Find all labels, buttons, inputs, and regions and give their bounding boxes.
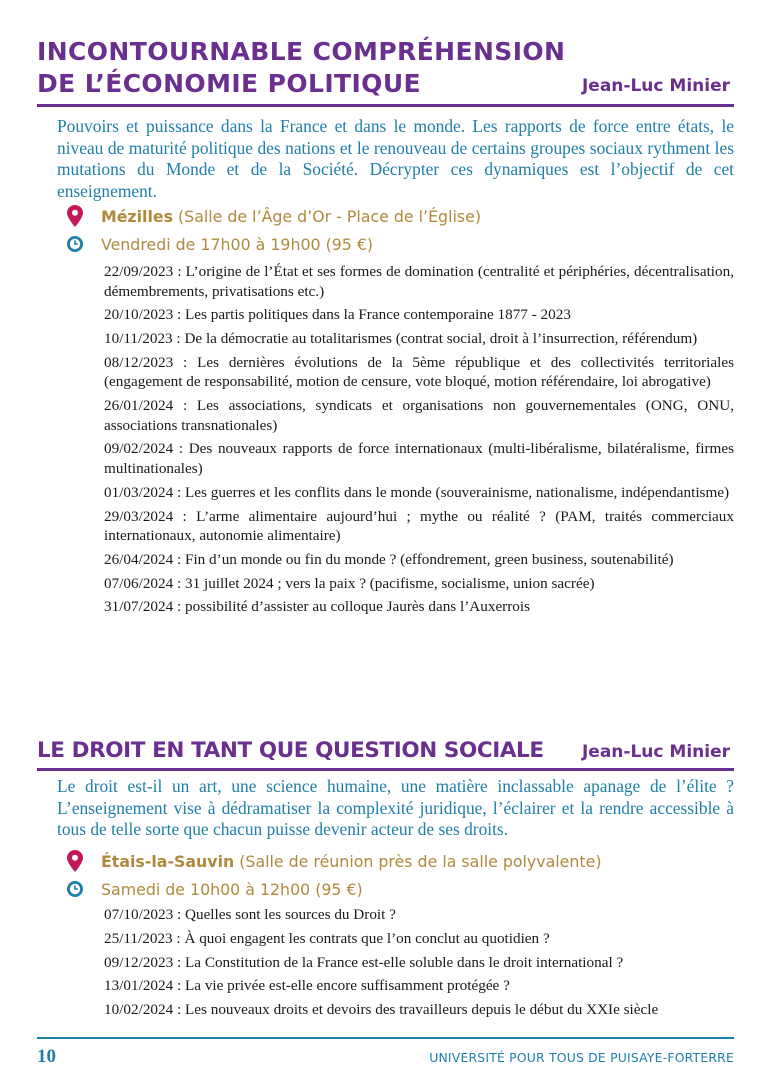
title-divider [37, 104, 734, 107]
course-title-line2: DE L’ÉCONOMIE POLITIQUE [37, 69, 422, 98]
session-item: 25/11/2023 : À quoi engagent les contrats que l’on conclut au quotidien ? [104, 929, 550, 947]
course-location [101, 850, 602, 874]
session-item: 09/02/2024 : Des nouveaux rapports de force internationaux (multi-libéralisme, bilatéralisme, firmes multinationales) [104, 440, 734, 477]
session-item: 31/07/2024 : possibilité d’assister au colloque Jaurès dans l’Auxerrois [104, 598, 531, 616]
course-author: Jean-Luc Minier [581, 76, 730, 96]
clock-icon [67, 236, 83, 252]
session-item: 29/03/2024 : L’arme alimentaire aujourd’hui ; mythe ou réalité ? (PAM, traités commerciaux internationaux, autonomie alimentaire) [104, 507, 734, 545]
session-item: 08/12/2023 : Les dernières évolutions de la 5ème république et des collectivités territoriales (engagement de responsabilité, motion de censure, vote bloqué, motion référendaire, loi abrogative) [104, 353, 734, 391]
session-item: 26/01/2024 : Les associations, syndicats et organisations non gouvernementales (ONG, ONU, associations transnationales) [104, 397, 734, 434]
location-venue: (Salle de l’Âge d’Or - Place de l’Église) [173, 207, 481, 226]
location-venue: (Salle de réunion près de la salle polyvalente) [234, 852, 602, 871]
session-item: 07/06/2024 : 31 juillet 2024 ; vers la paix ? (pacifisme, socialisme, union sacrée) [104, 574, 595, 592]
session-item: 01/03/2024 : Les guerres et les conflits dans le monde (souverainisme, nationalisme, indépendantisme) [104, 483, 730, 501]
course-location [101, 205, 481, 229]
session-item: 07/10/2023 : Quelles sont les sources du Droit ? [104, 906, 396, 923]
course-description: Pouvoirs et puissance dans la France et dans le monde. Les rapports de force entre états, le niveau de maturité politique des nations et le renouveau de certains groupes sociaux rythment les mutations du Monde et de la Société. Décrypter ces dynamiques est l’objectif de cet enseignement. [57, 116, 734, 201]
session-item: 20/10/2023 : Les partis politiques dans la France contemporaine 1877 - 2023 [104, 306, 571, 324]
session-list [104, 905, 734, 1024]
course-droit-question-sociale [37, 736, 734, 1026]
course-economie-politique [37, 36, 734, 696]
course-description: Le droit est-il un art, une science humaine, une matière inclassable apanage de l’élite ? L’enseignement vise à dédramatiser la complexité juridique, l’éclairer et la rendre accessible à tous de telle sorte que chacun puisse devenir acteur de ses droits. [57, 776, 734, 839]
course-schedule: Samedi de 10h00 à 12h00 (95 €) [101, 880, 363, 899]
title-divider [37, 768, 734, 771]
session-item: 10/11/2023 : De la démocratie au totalitarismes (contrat social, droit à l’insurrection, référendum) [104, 330, 698, 348]
map-pin-icon [67, 850, 83, 872]
session-item: 13/01/2024 : La vie privée est-elle encore suffisamment protégée ? [104, 977, 510, 995]
publication-name: UNIVERSITÉ POUR TOUS DE PUISAYE-FORTERRE [429, 1050, 734, 1065]
session-item: 10/02/2024 : Les nouveaux droits et devoirs des travailleurs depuis le début du XXIe siècle [104, 1001, 659, 1019]
location-town: Étais-la-Sauvin [101, 852, 235, 871]
course-schedule: Vendredi de 17h00 à 19h00 (95 €) [101, 235, 374, 254]
session-item: 26/04/2024 : Fin d’un monde ou fin du monde ? (effondrement, green business, soutenabilité) [104, 550, 674, 568]
course-author: Jean-Luc Minier [581, 742, 730, 762]
course-title: LE DROIT EN TANT QUE QUESTION SOCIALE [37, 738, 544, 763]
course-title-line1: INCONTOURNABLE COMPRÉHENSION [37, 37, 566, 66]
session-item: 09/12/2023 : La Constitution de la France est-elle soluble dans le droit international ? [104, 953, 624, 971]
location-town: Mézilles [101, 207, 173, 226]
clock-icon [67, 881, 83, 897]
map-pin-icon [67, 205, 83, 227]
page-number: 10 [37, 1046, 56, 1067]
session-list [104, 262, 734, 621]
session-item: 22/09/2023 : L’origine de l’État et ses formes de domination (centralité et périphéries, décentralisation, démembrements, privatisations etc.) [104, 263, 734, 300]
footer-divider [37, 1037, 734, 1039]
